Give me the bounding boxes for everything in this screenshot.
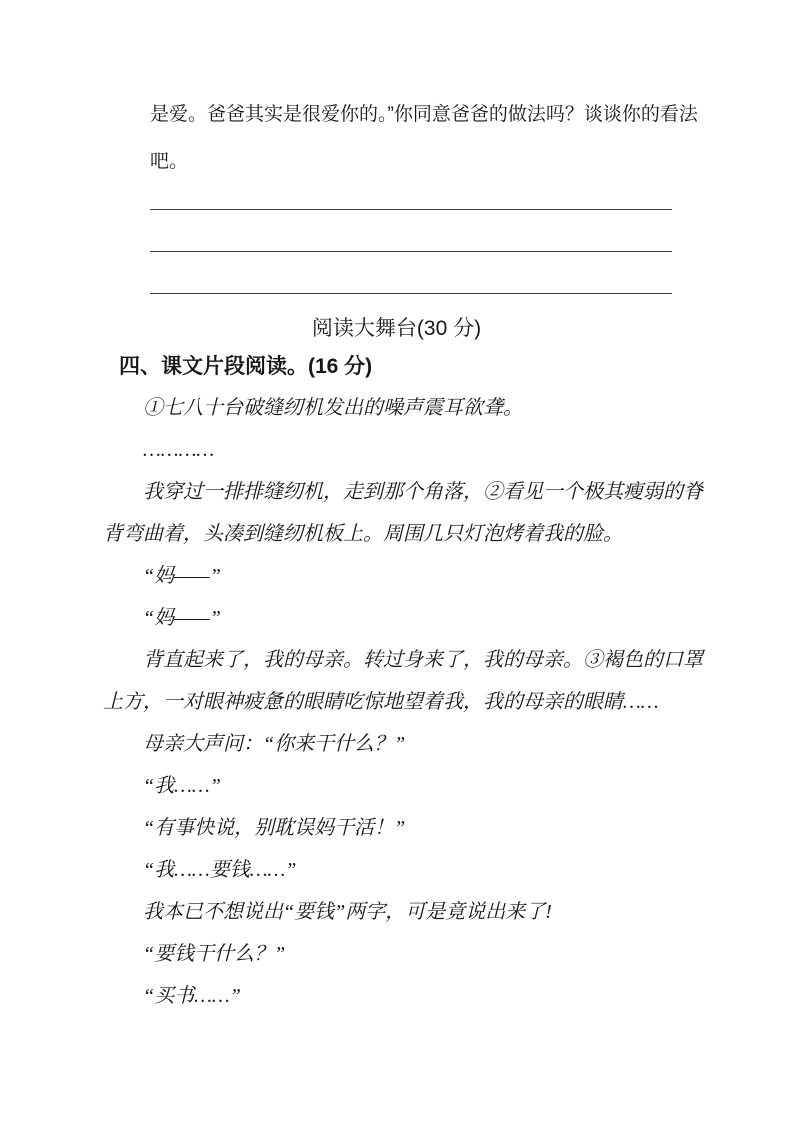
passage-ellipsis-line: ………… — [143, 439, 215, 461]
answer-blank-line — [150, 293, 672, 294]
question-continuation-text: 是爱。爸爸其实是很爱你的。”你同意爸爸的做法吗？谈谈你的看法吧。 — [150, 104, 698, 172]
passage-paragraph: 背直起来了，我的母亲。转过身来了，我的母亲。③褐色的口罩上方，一对眼神疲惫的眼睛吃惊地望着我，我的母亲的眼睛…… — [103, 649, 703, 713]
passage-dialogue-line: “我……要钱……” — [143, 859, 297, 881]
question-four-heading: 四、课文片段阅读。(16 分) — [119, 355, 373, 378]
answer-blank-line — [150, 209, 672, 210]
section-banner: 阅读大舞台(30 分) — [311, 317, 482, 340]
passage-paragraph: 我本已不想说出“要钱”两字，可是竟说出来了! — [143, 901, 552, 923]
passage-dialogue-line: “妈——” — [143, 565, 221, 587]
answer-blank-line — [150, 251, 672, 252]
passage-dialogue-line: “买书……” — [143, 985, 241, 1007]
passage-dialogue-line: “要钱干什么？” — [143, 943, 286, 965]
passage-dialogue-line: “有事快说，别耽误妈干活！” — [143, 817, 406, 839]
passage-dialogue-line: 母亲大声问：“你来干什么？” — [143, 733, 406, 755]
passage-dialogue-line: “妈——” — [143, 607, 221, 629]
passage-paragraph: ①七八十台破缝纫机发出的噪声震耳欲聋。 — [143, 397, 523, 419]
reading-passage — [103, 387, 721, 1017]
passage-paragraph: 我穿过一排排缝纫机，走到那个角落，②看见一个极其瘦弱的脊背弯曲着，头凑到缝纫机板上。周围几只灯泡烤着我的脸。 — [103, 481, 703, 545]
passage-dialogue-line: “我……” — [143, 775, 221, 797]
